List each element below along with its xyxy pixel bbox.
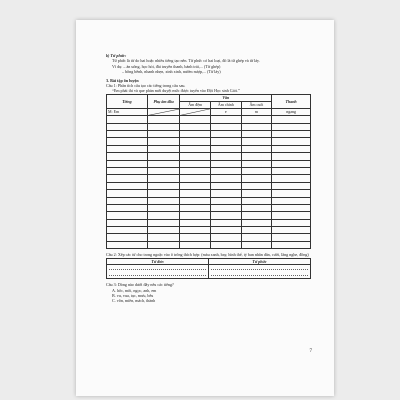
header-tieng: Tiếng [107, 94, 148, 108]
blank-cell[interactable] [272, 227, 311, 234]
table-row [107, 116, 311, 123]
blank-cell[interactable] [211, 153, 242, 160]
blank-cell[interactable] [147, 234, 180, 241]
blank-cell[interactable] [180, 167, 211, 174]
table-row [107, 234, 311, 241]
header-am-chinh: Âm chính [211, 101, 242, 108]
section-3-title: 3. Bài tập ôn luyện [106, 77, 139, 83]
answer-cell-tu-don[interactable] [107, 265, 209, 279]
blank-cell[interactable] [147, 145, 180, 152]
blank-cell[interactable] [107, 123, 148, 130]
blank-cell[interactable] [241, 153, 272, 160]
question-2: Câu 2: Xếp các từ cho trong ngoặc vào ô trống thích hợp: (màu xanh, bay, hình thể, tỷ ban nhân dân, cười, lắng nghe, đồng) [106, 252, 309, 258]
blank-cell[interactable] [211, 227, 242, 234]
blank-cell[interactable] [211, 204, 242, 211]
blank-cell[interactable] [107, 167, 148, 174]
blank-cell[interactable] [107, 227, 148, 234]
blank-cell[interactable] [241, 175, 272, 182]
cell-phu-am-dau [147, 108, 180, 115]
blank-cell[interactable] [107, 212, 148, 219]
blank-cell[interactable] [107, 241, 148, 248]
blank-cell[interactable] [107, 116, 148, 123]
blank-cell[interactable] [180, 204, 211, 211]
blank-cell[interactable] [211, 190, 242, 197]
blank-cell[interactable] [180, 123, 211, 130]
blank-cell[interactable] [180, 160, 211, 167]
blank-cell[interactable] [180, 212, 211, 219]
blank-cell[interactable] [147, 116, 180, 123]
table-row [107, 167, 311, 174]
blank-cell[interactable] [272, 219, 311, 226]
blank-cell[interactable] [147, 123, 180, 130]
blank-cell[interactable] [211, 219, 242, 226]
table-row [107, 138, 311, 145]
header-am-cuoi: Âm cuối [241, 101, 272, 108]
blank-cell[interactable] [272, 167, 311, 174]
blank-cell[interactable] [147, 197, 180, 204]
blank-cell[interactable] [241, 116, 272, 123]
blank-cell[interactable] [107, 219, 148, 226]
blank-cell[interactable] [147, 204, 180, 211]
blank-cell[interactable] [107, 204, 148, 211]
section-b-title: b) Từ phức: [106, 53, 127, 58]
cell-tieng: M: Em [107, 108, 148, 115]
blank-cell[interactable] [180, 182, 211, 189]
blank-cell[interactable] [180, 138, 211, 145]
blank-cell[interactable] [241, 197, 272, 204]
header-tu-phuc: Từ phức [209, 258, 311, 265]
blank-cell[interactable] [211, 182, 242, 189]
question-1: Câu 1: Phân tích cấu tạo các tiếng trong câu sau. [106, 83, 186, 89]
cell-am-chinh: e [211, 108, 242, 115]
table-row [107, 131, 311, 138]
option-a[interactable]: A. hốc, môi, ngọc, anh, em [112, 287, 157, 293]
header-tu-don: Từ đơn [107, 258, 209, 265]
table-row [107, 182, 311, 189]
blank-cell[interactable] [241, 212, 272, 219]
section-b-paragraph: Từ phức là từ do hai hoặc nhiều tiếng tạo nên. Từ phức có hai loại, đó là từ ghép và từ láy. [112, 58, 260, 64]
diagonal-slash [148, 109, 180, 115]
blank-cell[interactable] [272, 234, 311, 241]
blank-cell[interactable] [272, 123, 311, 130]
blank-cell[interactable] [272, 175, 311, 182]
blank-cell[interactable] [107, 131, 148, 138]
blank-cell[interactable] [241, 234, 272, 241]
blank-cell[interactable] [211, 175, 242, 182]
blank-cell[interactable] [241, 160, 272, 167]
blank-cell[interactable] [147, 138, 180, 145]
blank-cell[interactable] [211, 241, 242, 248]
blank-cell[interactable] [272, 204, 311, 211]
blank-cell[interactable] [107, 145, 148, 152]
table-row [107, 227, 311, 234]
word-sort-table [106, 258, 311, 280]
blank-cell[interactable] [211, 145, 242, 152]
blank-cell[interactable] [272, 138, 311, 145]
blank-cell[interactable] [180, 131, 211, 138]
blank-cell[interactable] [272, 197, 311, 204]
table-row [107, 145, 311, 152]
table-row [107, 212, 311, 219]
cell-thanh: ngang [272, 108, 311, 115]
blank-cell[interactable] [180, 219, 211, 226]
page-number: 7 [309, 349, 312, 354]
blank-cell[interactable] [180, 116, 211, 123]
blank-cell[interactable] [107, 153, 148, 160]
example-reduplicative: – bồng bềnh, nhanh nhẹn, xinh xinh, nườm nượp,... (Từ láy) [122, 69, 221, 75]
table-row [107, 197, 311, 204]
blank-cell[interactable] [107, 190, 148, 197]
table-row [107, 241, 311, 248]
document-page [76, 20, 334, 396]
example-compound: Ví dụ: – ăn uống, học hỏi, đài truyền thanh, bánh trái,... (Từ ghép) [112, 63, 221, 69]
table-row [107, 204, 311, 211]
syllable-analysis-table [106, 94, 311, 249]
blank-cell[interactable] [147, 219, 180, 226]
blank-cell[interactable] [147, 131, 180, 138]
blank-cell[interactable] [241, 182, 272, 189]
blank-cell[interactable] [107, 234, 148, 241]
blank-cell[interactable] [107, 197, 148, 204]
blank-cell[interactable] [147, 160, 180, 167]
blank-cell[interactable] [180, 190, 211, 197]
blank-cell[interactable] [272, 145, 311, 152]
blank-cell[interactable] [147, 190, 180, 197]
table-row [107, 175, 311, 182]
table-row [107, 190, 311, 197]
blank-cell[interactable] [211, 123, 242, 130]
table-row [107, 219, 311, 226]
header-thanh: Thanh [272, 94, 311, 108]
blank-cell[interactable] [147, 153, 180, 160]
blank-cell[interactable] [211, 131, 242, 138]
question-3: Câu 3: Dòng nào dưới đây nêu các tiếng? [106, 282, 174, 288]
blank-cell[interactable] [180, 153, 211, 160]
page-content [106, 53, 311, 304]
blank-cell[interactable] [211, 138, 242, 145]
header-am-dem: Âm đệm [180, 101, 211, 108]
table-row [107, 108, 311, 115]
cell-am-dem [180, 108, 211, 115]
cell-am-cuoi: m [241, 108, 272, 115]
header-phu-am-dau: Phụ âm đầu [147, 94, 180, 108]
blank-cell[interactable] [241, 204, 272, 211]
blank-cell[interactable] [180, 241, 211, 248]
answer-cell-tu-phuc[interactable] [209, 265, 311, 279]
blank-cell[interactable] [272, 212, 311, 219]
blank-cell[interactable] [272, 131, 311, 138]
blank-cell[interactable] [180, 175, 211, 182]
blank-cell[interactable] [211, 197, 242, 204]
blank-cell[interactable] [272, 182, 311, 189]
blank-cell[interactable] [272, 241, 311, 248]
header-van: Vần [180, 94, 272, 101]
blank-cell[interactable] [241, 167, 272, 174]
blank-cell[interactable] [241, 131, 272, 138]
blank-cell[interactable] [241, 190, 272, 197]
blank-cell[interactable] [147, 212, 180, 219]
blank-cell[interactable] [211, 234, 242, 241]
blank-cell[interactable] [147, 175, 180, 182]
blank-cell[interactable] [147, 241, 180, 248]
table-row [107, 160, 311, 167]
blank-cell[interactable] [211, 116, 242, 123]
blank-cell[interactable] [147, 167, 180, 174]
blank-cell[interactable] [241, 145, 272, 152]
table-row [107, 123, 311, 130]
blank-cell[interactable] [107, 160, 148, 167]
blank-cell[interactable] [107, 182, 148, 189]
blank-cell[interactable] [107, 138, 148, 145]
blank-cell[interactable] [241, 138, 272, 145]
blank-cell[interactable] [147, 182, 180, 189]
blank-cell[interactable] [272, 116, 311, 123]
blank-cell[interactable] [272, 153, 311, 160]
blank-cell[interactable] [180, 227, 211, 234]
blank-cell[interactable] [241, 241, 272, 248]
blank-cell[interactable] [241, 123, 272, 130]
table-row [107, 153, 311, 160]
blank-cell[interactable] [272, 190, 311, 197]
blank-cell[interactable] [211, 160, 242, 167]
blank-cell[interactable] [180, 145, 211, 152]
blank-cell[interactable] [107, 175, 148, 182]
option-c[interactable]: C. vồn, miền, mách, thành [112, 298, 156, 304]
blank-cell[interactable] [180, 234, 211, 241]
blank-cell[interactable] [147, 227, 180, 234]
diagonal-slash [180, 109, 210, 115]
blank-cell[interactable] [241, 227, 272, 234]
blank-cell[interactable] [211, 167, 242, 174]
option-b[interactable]: B. vu, vua, tục, mưu, bêu [112, 292, 154, 298]
blank-cell[interactable] [241, 219, 272, 226]
blank-cell[interactable] [272, 160, 311, 167]
blank-cell[interactable] [211, 212, 242, 219]
blank-cell[interactable] [180, 197, 211, 204]
question-1-quote: “Em phải thi và que phản mới duyệt mức được tuyển vào Đội Học sinh Giỏi.” [112, 88, 240, 94]
